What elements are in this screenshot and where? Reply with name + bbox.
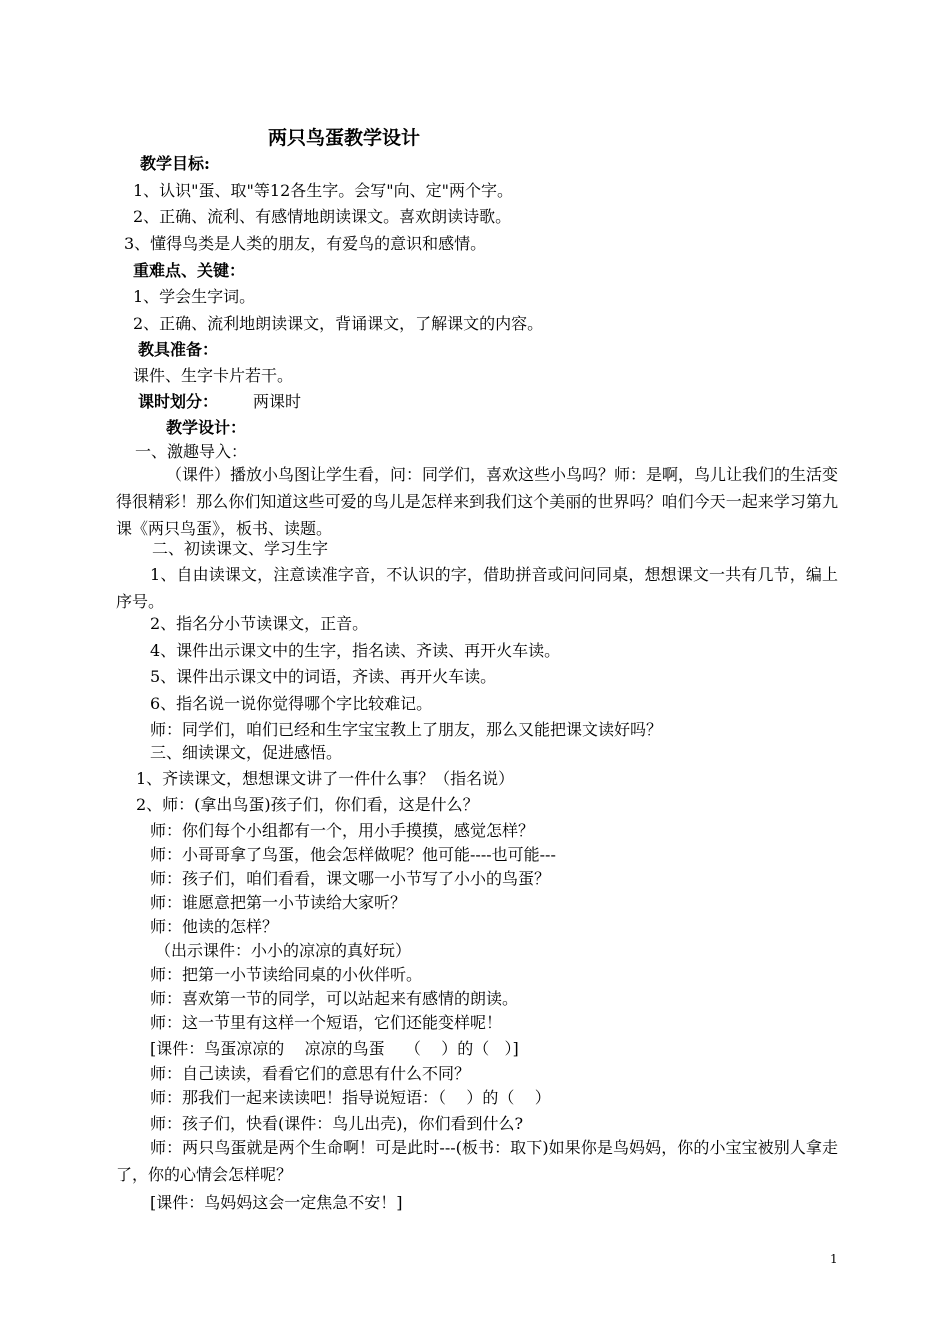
section-heading: 三、细读课文，促进感悟。 xyxy=(150,743,343,762)
heading-periods: 课时划分： xyxy=(138,392,219,411)
text-line: [课件：鸟妈妈这会一定焦急不安！] xyxy=(150,1193,403,1212)
text-line: 师：谁愿意把第一小节读给大家听？ xyxy=(150,893,407,912)
text-line: 师：他读的怎样？ xyxy=(150,917,279,936)
document-title: 两只鸟蛋教学设计 xyxy=(268,127,421,149)
text-line: 师：喜欢第一节的同学，可以站起来有感情的朗读。 xyxy=(150,989,519,1008)
heading-objectives: 教学目标: xyxy=(140,154,210,173)
text-line: 1、齐读课文，想想课文讲了一件什么事？（指名说） xyxy=(136,769,515,788)
text-line: 4、课件出示课文中的生字，指名读、齐读、再开火车读。 xyxy=(150,641,561,660)
text-line: 师：自己读读，看看它们的意思有什么不同？ xyxy=(150,1064,471,1083)
text-line: 师：小哥哥拿了鸟蛋，他会怎样做呢？他可能----也可能--- xyxy=(150,845,556,864)
text-line: 师：把第一小节读给同桌的小伙伴听。 xyxy=(150,965,423,984)
text-line: （出示课件：小小的凉凉的真好玩） xyxy=(155,941,412,960)
text-line: 师：孩子们，咱们看看，课文哪一小节写了小小的鸟蛋？ xyxy=(150,869,551,888)
paragraph: 师：两只鸟蛋就是两个生命啊！可是此时---(板书：取下)如果你是鸟妈妈，你的小宝宝被别人拿走了，你的心情会怎样呢？ xyxy=(116,1138,838,1184)
page-number: 1 xyxy=(830,1252,838,1266)
text-line: 2、师：(拿出鸟蛋)孩子们，你们看，这是什么？ xyxy=(136,795,479,814)
text-line: 3、懂得鸟类是人类的朋友，有爱鸟的意识和感情。 xyxy=(124,234,487,253)
section-heading: 二、初读课文、学习生字 xyxy=(152,539,329,558)
text-line: 6、指名说一说你觉得哪个字比较难记。 xyxy=(150,694,433,713)
text-line: 师：这一节里有这样一个短语，它们还能变样呢！ xyxy=(150,1013,503,1032)
text-line: 1、学会生字词。 xyxy=(133,287,256,306)
section-heading: 一、激趣导入： xyxy=(135,442,248,461)
text-line: 2、指名分小节读课文，正音。 xyxy=(150,614,369,633)
text-line: 课件、生字卡片若干。 xyxy=(133,366,294,385)
paragraph: 1、自由读课文，注意读准字音，不认识的字，借助拼音或问问同桌，想想课文一共有几节，编上序号。 xyxy=(116,565,838,611)
text-line: 2、正确、流利地朗读课文，背诵课文，了解课文的内容。 xyxy=(133,314,544,333)
heading-key-points: 重难点、关键： xyxy=(133,261,246,280)
text-line: 师：同学们，咱们已经和生字宝宝教上了朋友，那么又能把课文读好吗？ xyxy=(150,720,663,739)
text-line: [课件：鸟蛋凉凉的 凉凉的鸟蛋 （ ）的（ ）] xyxy=(150,1039,519,1058)
text-line: 1、认识"蛋、取"等12各生字。会写"向、定"两个字。 xyxy=(133,181,513,200)
text-line: 师：你们每个小组都有一个，用小手摸摸，感觉怎样？ xyxy=(150,821,535,840)
text-line: 2、正确、流利、有感情地朗读课文。喜欢朗读诗歌。 xyxy=(133,207,512,226)
heading-design: 教学设计： xyxy=(166,418,247,437)
periods-value: 两课时 xyxy=(253,392,302,411)
text-line: 师：那我们一起来读读吧！指导说短语：（ ）的（ ） xyxy=(150,1088,551,1107)
text-line: 师：孩子们，快看(课件：鸟儿出壳)，你们看到什么? xyxy=(150,1114,524,1133)
heading-materials: 教具准备： xyxy=(138,340,219,359)
paragraph: （课件）播放小鸟图让学生看，问：同学们，喜欢这些小鸟吗？师：是啊，鸟儿让我们的生活变得很精彩！那么你们知道这些可爱的鸟儿是怎样来到我们这个美丽的世界吗？咱们今天一起来学习第九课《两只鸟蛋》，板书、读题。 xyxy=(116,465,839,538)
text-line: 5、课件出示课文中的词语，齐读、再开火车读。 xyxy=(150,667,497,686)
